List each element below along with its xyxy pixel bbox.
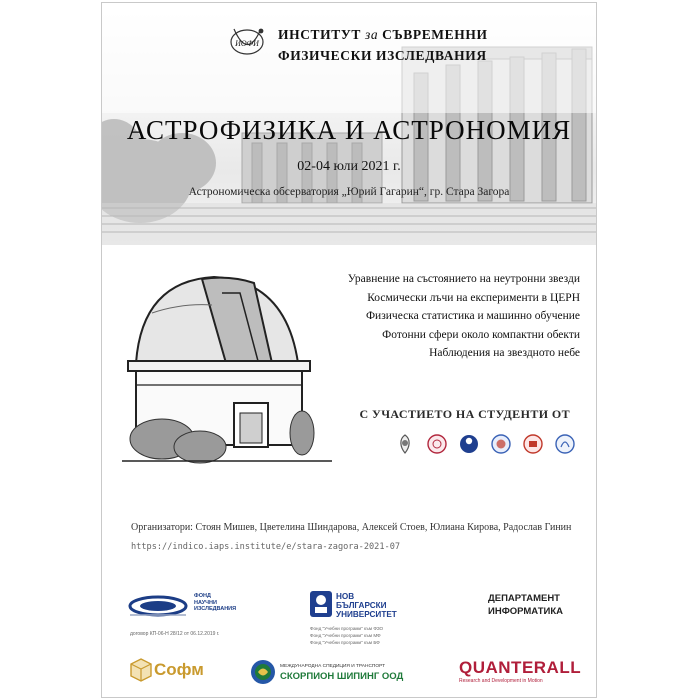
university-seal-icon — [522, 433, 544, 455]
department-line2: ИНФОРМАТИКА — [488, 606, 563, 617]
observatory-illustration — [122, 273, 342, 488]
institute-logo — [228, 25, 266, 59]
nbu-logo — [310, 591, 332, 622]
logo-text: ИОФИ — [235, 39, 259, 48]
university-seal-icon — [426, 433, 448, 455]
university-seal-icon — [394, 433, 416, 455]
quanterall-tagline: Research and Development in Motion — [459, 678, 543, 684]
fund-line3: ИЗСЛЕДВАНИЯ — [194, 606, 237, 612]
nbu-note: Фонд "Учебни програми" към БФ — [310, 640, 380, 645]
university-seal-icon — [554, 433, 576, 455]
institute-line1-part2: за — [364, 27, 379, 42]
sofm-name: Софм — [154, 660, 204, 679]
scorpion-tagline: МЕЖДУНАРОДНА СПЕДИЦИЯ И ТРАНСПОРТ — [280, 664, 386, 669]
nbu-line3: УНИВЕРСИТЕТ — [336, 610, 397, 619]
hero-illustration — [102, 3, 596, 245]
nbu-note: Фонд "Учебни програми" към ФЗО — [310, 626, 384, 631]
fund-name — [194, 593, 236, 613]
fund-line2: НАУЧНИ — [194, 599, 217, 606]
event-url[interactable]: https://indico.iaps.institute/e/stara-zagora-2021-07 — [131, 542, 401, 552]
nbu-name — [336, 592, 397, 619]
nbu-emblem-icon — [310, 591, 332, 617]
observatory-dome-drawing — [122, 273, 342, 483]
topics-list — [348, 270, 580, 363]
department-name — [488, 592, 563, 618]
event-title: АСТРОФИЗИКА И АСТРОНОМИЯ — [126, 115, 572, 145]
university-seal-icon — [458, 433, 480, 455]
university-seal-icon — [490, 433, 512, 455]
topic-item: Физическа статистика и машинно обучение — [365, 310, 580, 323]
event-dates: 02-04 юли 2021 г. — [297, 159, 401, 174]
fund-line1: ФОНД — [194, 593, 211, 599]
organizers-text: Организатори: Стоян Мишев, Цветелина Шиндарова, Алексей Стоев, Юлиана Кирова, Радослав Гинин — [131, 522, 572, 533]
topic-item: Уравнение на състоянието на неутронни звезди — [347, 273, 580, 285]
institute-name-line2: ФИЗИЧЕСКИ ИЗСЛЕДВАНИЯ — [278, 48, 487, 63]
atom-logo-icon — [228, 25, 266, 59]
quanterall-name: QUANTERALL — [459, 658, 582, 677]
scorpion-name: СКОРПИОН ШИПИНГ ООД — [280, 671, 404, 682]
fund-swirl-icon — [128, 591, 198, 621]
topic-item: Космически лъчи на експерименти в ЦЕРН — [367, 291, 580, 304]
scorpion-logo — [250, 659, 276, 690]
students-heading: С УЧАСТИЕТО НА СТУДЕНТИ ОТ — [359, 407, 570, 421]
university-logos — [394, 433, 576, 455]
event-venue: Астрономическа обсерватория „Юрий Гагарин“, гр. Стара Загора — [188, 186, 510, 198]
topic-item: Фотонни сфери около компактни обекти — [382, 328, 580, 341]
conference-poster — [101, 2, 597, 698]
sofm-cube-icon — [130, 658, 152, 682]
scorpion-globe-icon — [250, 659, 276, 685]
institute-line1-part3: СЪВРЕМЕННИ — [378, 27, 488, 42]
fund-logo — [128, 591, 198, 626]
topic-item: Наблюдения на звездното небе — [429, 347, 580, 360]
fund-contract: договор КП-06-Н 28/12 от 06.12.2019 г. — [130, 631, 220, 637]
institute-line1-part1: ИНСТИТУТ — [278, 27, 365, 42]
nbu-note: Фонд "Учебни програми" към МФ — [310, 633, 381, 638]
sofm-logo — [130, 658, 152, 687]
institute-name-line1 — [278, 27, 488, 43]
department-line1: ДЕПАРТАМЕНТ — [488, 593, 560, 604]
nbu-line1: НОВ — [336, 592, 355, 601]
nbu-line2: БЪЛГАРСКИ — [336, 601, 387, 610]
